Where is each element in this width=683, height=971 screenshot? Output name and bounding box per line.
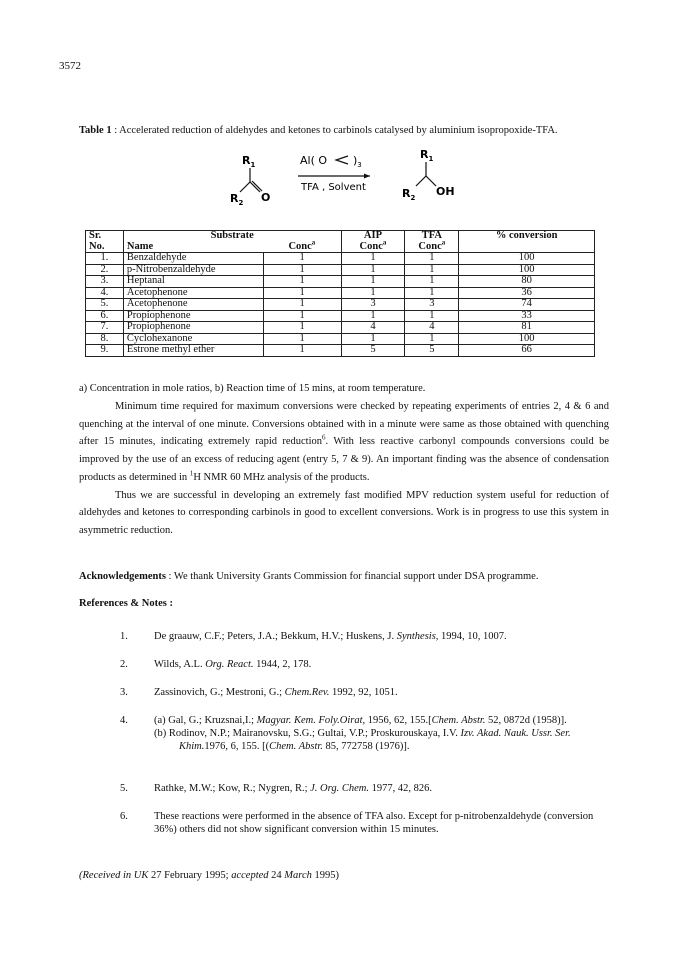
reaction-scheme [230,148,490,210]
product-structure [402,148,455,202]
header-name: Name [123,242,263,253]
table-row: 9. Estrone methyl ether 1 5 5 66 [86,345,595,357]
reactant-r1: $R_1$ [242,154,256,169]
table-row: 4. Acetophenone 1 1 1 36 [86,287,595,299]
table-row: 3. Heptanal 1 1 1 80 [86,276,595,288]
table-row: 2. p-Nitrobenzaldehyde 1 1 1 100 [86,264,595,276]
table-row: 1. Benzaldehyde 1 1 1 100 [86,253,595,265]
ack-label: Acknowledgements [79,571,166,582]
received-date-line: (Received in UK 27 February 1995; accepted 24 March 1995) [79,870,340,881]
page-number: 3572 [59,60,81,72]
reagent-label [300,154,362,169]
table-row: 5. Acetophenone 1 3 3 74 [86,299,595,311]
header-tfa-conc: Conc$^a$ [405,242,459,253]
ack-text: : We thank University Grants Commission for financial support under DSA programme. [168,571,539,582]
reagent-tail: )$_3$ [353,154,362,169]
header-tfa: TFA [405,231,459,242]
header-aip-conc: Conc$^a$ [341,242,405,253]
acknowledgements [79,571,538,582]
product-r2: $R_2$ [402,187,416,202]
table-label: Table 1 [79,125,112,136]
product-r1: $R_1$ [420,148,434,163]
table-row: 7. Propiophenone 1 4 4 81 [86,322,595,334]
body-text [79,398,609,540]
reactant-oxygen: O [261,191,271,204]
table-row: 8. Cyclohexanone 1 1 1 100 [86,333,595,345]
paragraph-2: Thus we are successful in developing an extremely fast modified MPV reduction system useful for reduction of aldehydes and ketones to corresponding carbinols in good to excellent conversions. Work is in progress to use this system in asymmetric reduction. [79,489,609,536]
table-caption [79,124,624,137]
header-sr: Sr. [86,231,124,242]
paragraph-1: Minimum time required for maximum conversions were checked by repeating experiments of entries 2, 4 & 6 and quenching at the interval of one minute. Conversions obtained with in a minute were same as those obtained with quenching after 15 minutes, indicating extremely rapid reduction$^6$. With less reactive carbonyl compounds conversions could be improved by the use of an excess of reducing agent (entry 5, 7 & 9). An important finding was the absence of condensation products as determined in $^1$H NMR 60 MHz analysis of the products. [79,401,609,483]
header-conversion: % conversion [459,231,595,253]
product-hydroxyl: OH [436,185,455,198]
references-heading: References & Notes : [79,598,173,609]
caption-text: : Accelerated reduction of aldehydes and ketones to carbinols catalysed by aluminium isopropoxide-TFA. [114,125,558,136]
table-row: 6. Propiophenone 1 1 1 33 [86,310,595,322]
header-conc: Conc$^a$ [263,242,341,253]
reaction-scheme-drawing [230,148,490,210]
header-aip: AIP [341,231,405,242]
results-table [85,230,595,357]
table-footnote: a) Concentration in mole ratios, b) Reaction time of 15 mins, at room temperature. [79,383,426,394]
reactant-structure [230,154,270,207]
header-no: No. [86,242,124,253]
reactant-r2: $R_2$ [230,192,244,207]
header-substrate: Substrate [123,231,341,242]
reaction-conditions: TFA , Solvent [301,182,366,193]
reagent-text: Al( O [300,154,328,167]
